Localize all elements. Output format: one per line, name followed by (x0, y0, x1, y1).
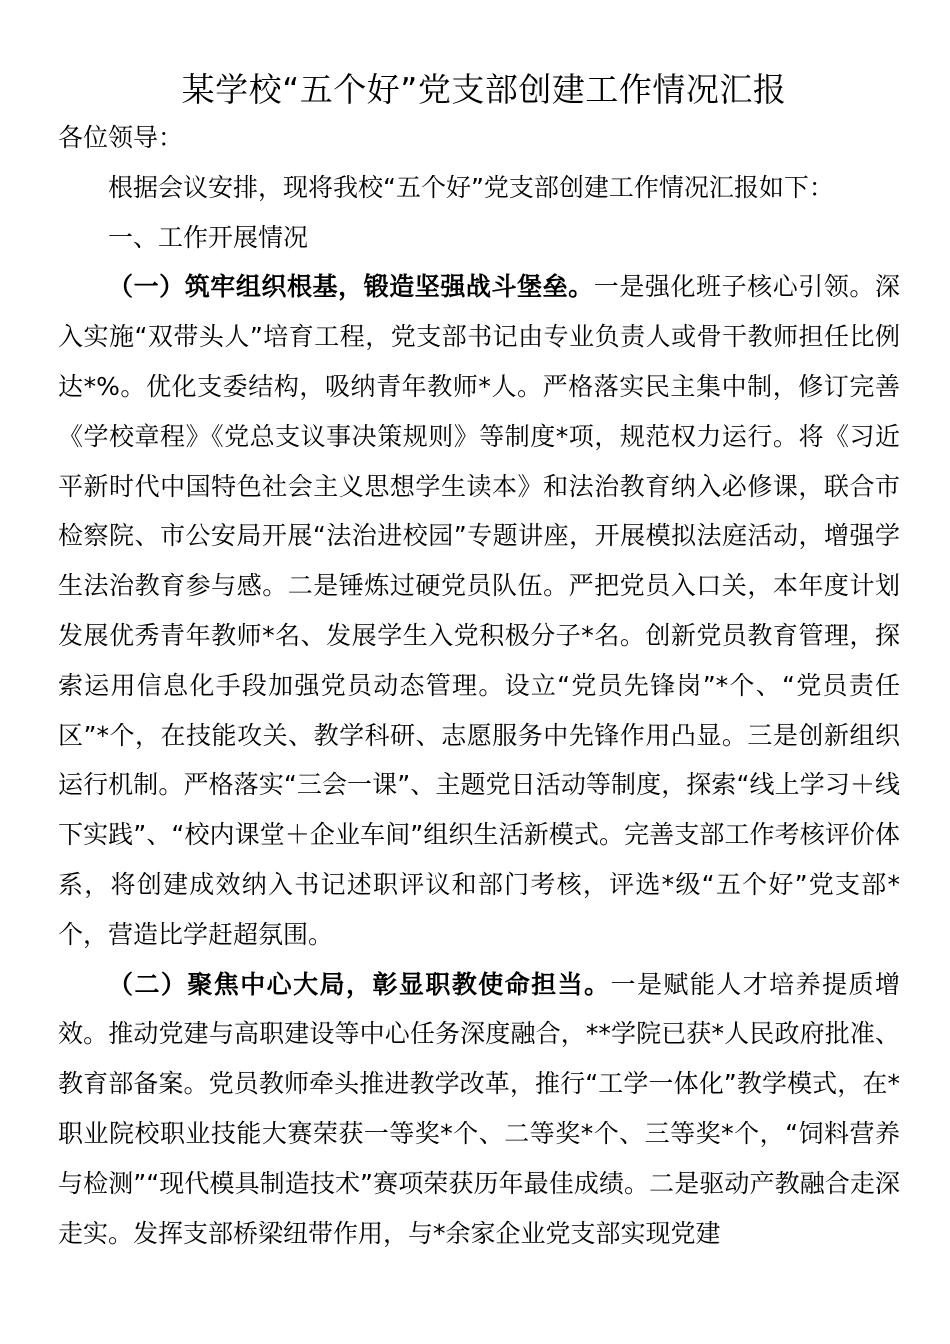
salutation: 各位领导： (58, 123, 184, 152)
intro-paragraph: 根据会议安排，现将我校“五个好”党支部创建工作情况汇报如下： (108, 172, 834, 202)
subsection-body-1: 一是强化班子核心引领。深入实施“双带头人”培育工程，党支部书记由专业负责人或骨干教师担任比例达*%。优化支委结构，吸纳青年教师*人。严格落实民主集中制，修订完善《学校章程》《党总支议事决策规则》等制度*项，规范权力运行。将《习近平新时代中国特色社会主义思想学生读本》和法治教育纳入必修课，联合市检察院、市公安局开展“法治进校园”专题讲座，开展模拟法庭活动，增强学生法治教育参与感。二是锤炼过硬党员队伍。严把党员入口关，本年度计划发展优秀青年教师*名、发展学生入党积极分子*名。创新党员教育管理，探索运用信息化手段加强党员动态管理。设立“党员先锋岗”*个、“党员责任区”*个，在技能攻关、教学科研、志愿服务中先锋作用凸显。三是创新组织运行机制。严格落实“三会一课”、主题党日活动等制度，探索“线上学习＋线下实践”、“校内课堂＋企业车间”组织生活新模式。完善支部工作考核评价体系，将创建成效纳入书记述职评议和部门考核，评选*级“五个好”党支部*个，营造比学赶超氛围。 (58, 272, 900, 949)
subsection-body-2: 一是赋能人才培养提质增效。推动党建与高职建设等中心任务深度融合，**学院已获*人民政府批准、教育部备案。党员教师牵头推进教学改革，推行“工学一体化”教学模式，在*职业院校职业技能大赛荣获一等奖*个、二等奖*个、三等奖*个，“饲料营养与检测”“现代模具制造技术”赛项荣获历年最佳成绩。二是驱动产教融合走深走实。发挥支部桥梁纽带作用，与*余家企业党支部实现党建 (58, 969, 900, 1248)
subsection-paragraph-1 (58, 262, 900, 959)
section-heading: 一、工作开展情况 (108, 222, 309, 252)
subsection-paragraph-2 (58, 960, 900, 1259)
document-page (58, 62, 900, 1258)
subsection-lead-2: （二）聚焦中心大局，彰显职教使命担当。 (108, 969, 611, 999)
document-title: 某学校“五个好”党支部创建工作情况汇报 (181, 70, 787, 109)
subsection-lead-1: （一）筑牢组织根基，锻造坚强战斗堡垒。 (108, 272, 594, 302)
